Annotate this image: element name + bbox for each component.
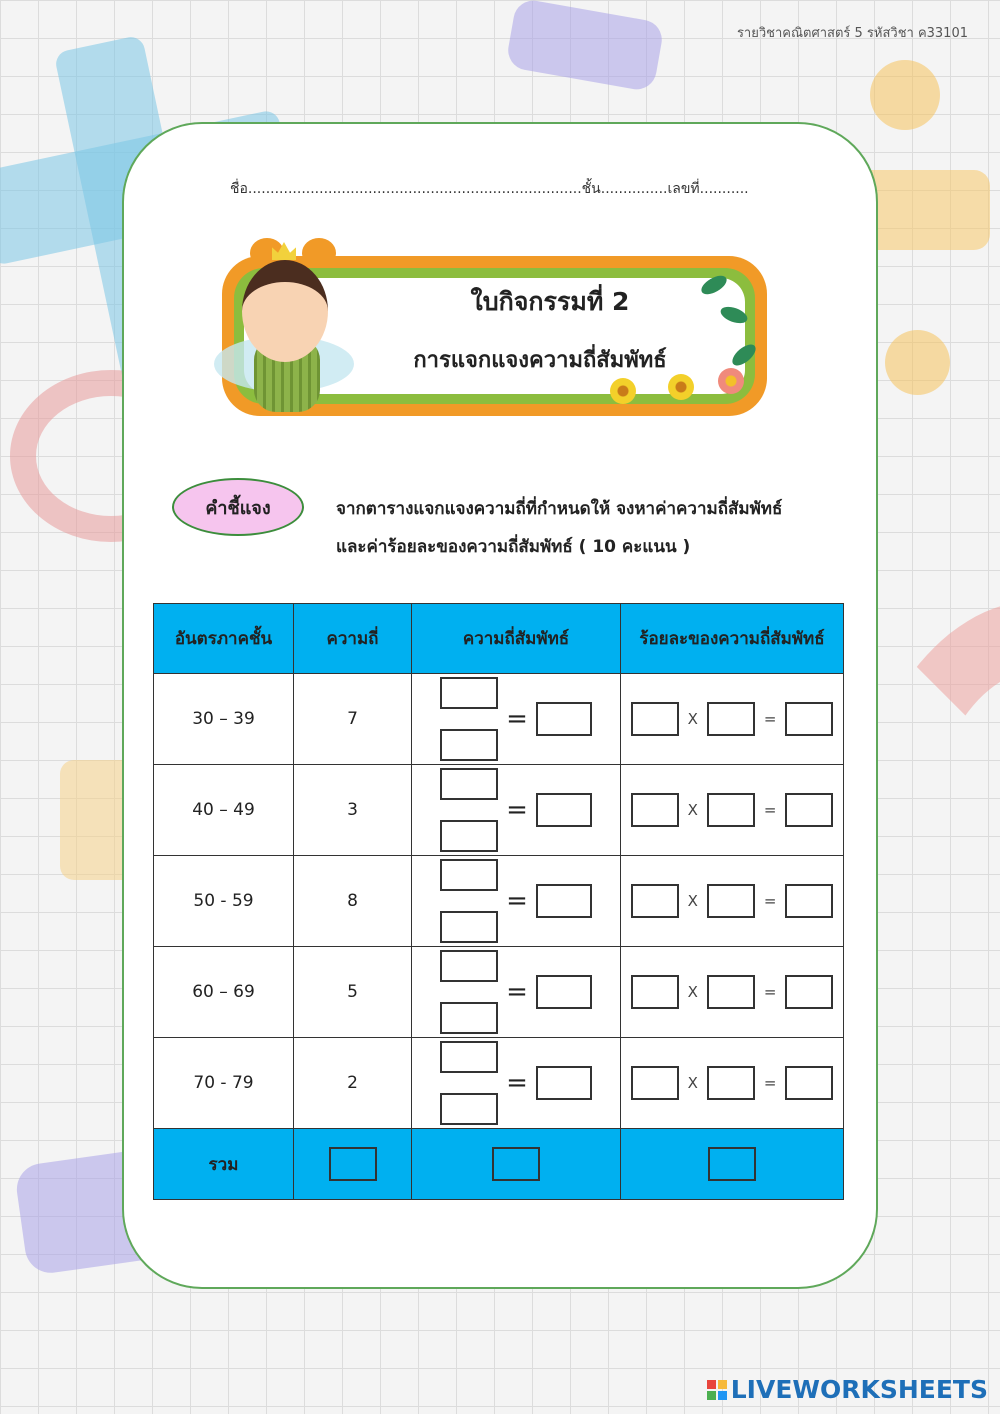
- instructions-text: [336, 490, 856, 566]
- instructions-line: จากตารางแจกแจงความถี่ที่กำหนดให้ จงหาค่าความถี่สัมพัทธ์: [336, 499, 783, 519]
- denominator-input[interactable]: [440, 1093, 498, 1125]
- liveworksheets-logo-text: LIVEWORKSHEETS: [730, 1375, 988, 1404]
- total-row: [154, 1129, 844, 1200]
- numerator-input[interactable]: [440, 1041, 498, 1073]
- percent-multiplier-input[interactable]: [707, 793, 755, 827]
- relative-frequency-answer-input[interactable]: [536, 793, 592, 827]
- column-header-interval: อันตรภาคชั้น: [154, 604, 294, 674]
- table-row: [154, 947, 844, 1038]
- worksheet-subtitle: การแจกแจงความถี่สัมพัทธ์: [413, 348, 667, 373]
- numerator-input[interactable]: [440, 950, 498, 982]
- interval-cell: 70 - 79: [154, 1038, 294, 1129]
- total-frequency-input[interactable]: [329, 1147, 377, 1181]
- percent-answer-input[interactable]: [785, 1066, 833, 1100]
- percent-operand-input[interactable]: [631, 793, 679, 827]
- equals-sign: =: [763, 983, 777, 1001]
- column-header-frequency: ความถี่: [294, 604, 412, 674]
- relative-frequency-answer-input[interactable]: [536, 975, 592, 1009]
- interval-cell: 40 – 49: [154, 765, 294, 856]
- frequency-table: [153, 603, 844, 1200]
- dot-decoration: [885, 330, 950, 395]
- equals-sign: =: [506, 886, 528, 916]
- percent-cell: [621, 765, 844, 856]
- column-header-relative-frequency: ความถี่สัมพัทธ์: [412, 604, 621, 674]
- times-sign: X: [687, 1074, 698, 1092]
- percent-multiplier-input[interactable]: [707, 1066, 755, 1100]
- numerator-input[interactable]: [440, 859, 498, 891]
- frequency-cell: 2: [294, 1038, 412, 1129]
- numerator-input[interactable]: [440, 677, 498, 709]
- equals-sign: =: [763, 892, 777, 910]
- flower-icon: [610, 378, 636, 404]
- percent-cell: [621, 1038, 844, 1129]
- frequency-cell: 8: [294, 856, 412, 947]
- frequency-cell: 3: [294, 765, 412, 856]
- liveworksheets-logo-icon: [707, 1380, 727, 1400]
- equals-sign: =: [506, 795, 528, 825]
- equals-sign: =: [763, 710, 777, 728]
- column-header-percent: ร้อยละของความถี่สัมพัทธ์: [621, 604, 844, 674]
- girl-illustration-head: [242, 260, 328, 362]
- total-percent-input[interactable]: [708, 1147, 756, 1181]
- percent-cell: [621, 947, 844, 1038]
- percent-answer-input[interactable]: [785, 793, 833, 827]
- student-info-line: ชื่อ...........................................................................ชั้น...............เลขที่...........: [230, 181, 749, 197]
- percent-answer-input[interactable]: [785, 975, 833, 1009]
- relative-frequency-answer-input[interactable]: [536, 884, 592, 918]
- denominator-input[interactable]: [440, 820, 498, 852]
- times-sign: X: [687, 983, 698, 1001]
- denominator-input[interactable]: [440, 911, 498, 943]
- table-row: [154, 1038, 844, 1129]
- percent-cell: [621, 674, 844, 765]
- relative-frequency-cell: [412, 856, 621, 947]
- total-relative-frequency-cell: [412, 1129, 621, 1200]
- percent-operand-input[interactable]: [631, 975, 679, 1009]
- equals-sign: =: [506, 704, 528, 734]
- percent-answer-input[interactable]: [785, 702, 833, 736]
- equals-sign: =: [506, 977, 528, 1007]
- interval-cell: 60 – 69: [154, 947, 294, 1038]
- times-sign: X: [687, 801, 698, 819]
- table-row: [154, 674, 844, 765]
- times-sign: X: [687, 710, 698, 728]
- percent-multiplier-input[interactable]: [707, 702, 755, 736]
- total-relative-frequency-input[interactable]: [492, 1147, 540, 1181]
- percent-multiplier-input[interactable]: [707, 975, 755, 1009]
- denominator-input[interactable]: [440, 1002, 498, 1034]
- percent-cell: [621, 856, 844, 947]
- liveworksheets-logo[interactable]: [707, 1375, 988, 1404]
- times-sign: X: [687, 892, 698, 910]
- eraser-decoration: [505, 0, 665, 92]
- equals-sign: =: [506, 1068, 528, 1098]
- table-header-row: [154, 604, 844, 674]
- total-frequency-cell: [294, 1129, 412, 1200]
- title-banner: [210, 238, 775, 423]
- interval-cell: 50 - 59: [154, 856, 294, 947]
- dot-decoration: [870, 60, 940, 130]
- instructions-line: และค่าร้อยละของความถี่สัมพัทธ์ ( 10 คะแนน ): [336, 537, 691, 557]
- relative-frequency-cell: [412, 765, 621, 856]
- percent-answer-input[interactable]: [785, 884, 833, 918]
- numerator-input[interactable]: [440, 768, 498, 800]
- flower-icon: [668, 374, 694, 400]
- percent-operand-input[interactable]: [631, 702, 679, 736]
- fraction-input: [440, 677, 498, 761]
- course-header: รายวิชาคณิตศาสตร์ 5 รหัสวิชา ค33101: [736, 26, 968, 41]
- relative-frequency-answer-input[interactable]: [536, 702, 592, 736]
- worksheet-title: ใบกิจกรรมที่ 2: [470, 287, 630, 316]
- fraction-input: [440, 768, 498, 852]
- frequency-cell: 5: [294, 947, 412, 1038]
- fraction-input: [440, 950, 498, 1034]
- percent-multiplier-input[interactable]: [707, 884, 755, 918]
- fraction-input: [440, 1041, 498, 1125]
- percent-operand-input[interactable]: [631, 1066, 679, 1100]
- fraction-input: [440, 859, 498, 943]
- equals-sign: =: [763, 1074, 777, 1092]
- relative-frequency-cell: [412, 674, 621, 765]
- denominator-input[interactable]: [440, 729, 498, 761]
- instructions-badge: คำชี้แจง: [172, 478, 304, 536]
- interval-cell: 30 – 39: [154, 674, 294, 765]
- total-percent-cell: [621, 1129, 844, 1200]
- total-label: รวม: [154, 1129, 294, 1200]
- relative-frequency-cell: [412, 947, 621, 1038]
- table-row: [154, 856, 844, 947]
- relative-frequency-cell: [412, 1038, 621, 1129]
- relative-frequency-answer-input[interactable]: [536, 1066, 592, 1100]
- frequency-cell: 7: [294, 674, 412, 765]
- equals-sign: =: [763, 801, 777, 819]
- table-row: [154, 765, 844, 856]
- percent-operand-input[interactable]: [631, 884, 679, 918]
